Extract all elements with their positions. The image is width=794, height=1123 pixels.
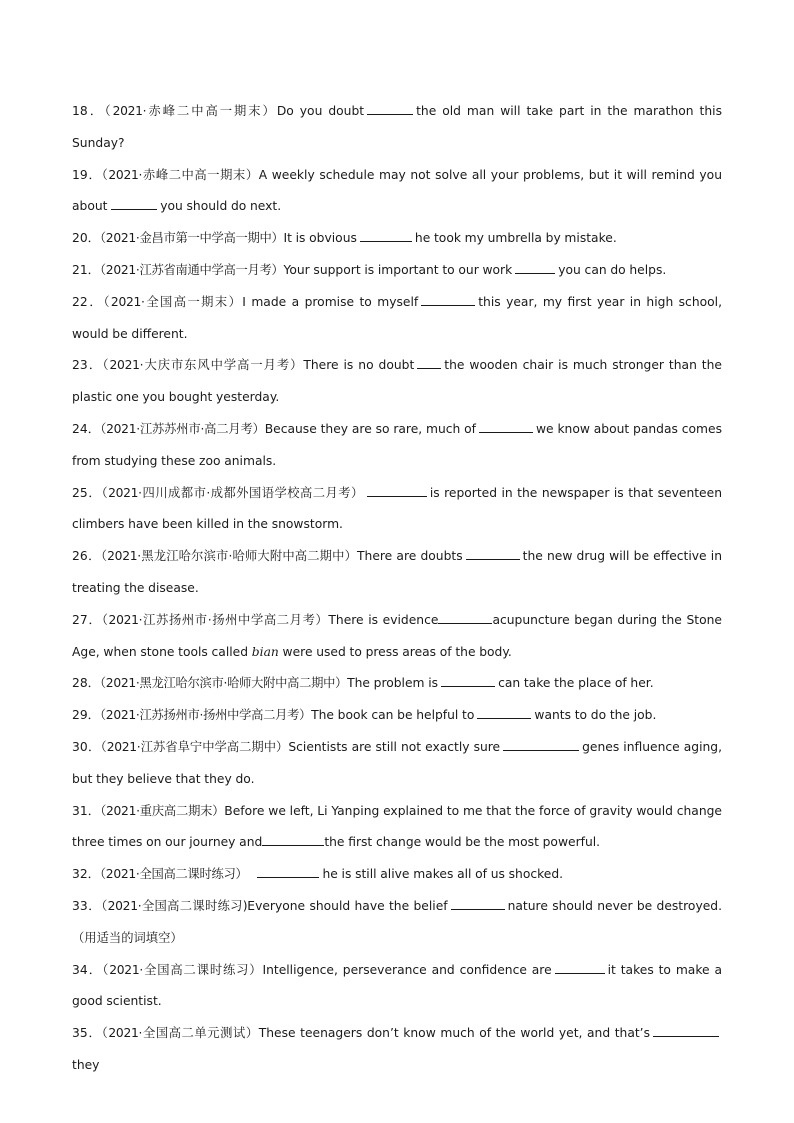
question-text: nature should never be destroyed.（用适当的词填空） [72, 898, 722, 945]
question-30 [72, 732, 722, 796]
question-number: 28． [72, 676, 100, 691]
answer-blank[interactable] [111, 198, 157, 210]
question-34 [72, 955, 722, 1019]
answer-blank[interactable] [360, 230, 412, 242]
question-number: 35． [72, 1026, 102, 1041]
question-text: These teenagers don’t know much of the world yet, and that’s [258, 1026, 650, 1041]
question-number: 20． [72, 231, 100, 246]
question-19 [72, 160, 722, 224]
answer-blank[interactable] [555, 962, 605, 974]
question-source: （2021·四川成都市·成都外国语学校高二月考） [101, 485, 364, 500]
question-text: I made a promise to myself [242, 294, 419, 309]
italic-term: bian [251, 644, 279, 659]
question-text: can take the place of her. [498, 676, 654, 691]
question-number: 31． [72, 803, 101, 818]
answer-blank[interactable] [438, 612, 492, 624]
question-text: it takes to make a good scientist. [72, 962, 722, 1009]
question-number: 30． [72, 739, 101, 754]
answer-blank[interactable] [262, 834, 324, 846]
question-text: he took my umbrella by mistake. [414, 231, 617, 246]
question-source: （2021·赤峰二中高一期末） [101, 167, 259, 182]
question-27 [72, 605, 722, 669]
question-list [72, 96, 722, 1082]
question-source: （2021·全国高一期末） [103, 294, 243, 309]
answer-blank[interactable] [477, 707, 531, 719]
question-33 [72, 891, 722, 955]
answer-blank[interactable] [653, 1025, 719, 1037]
answer-blank[interactable] [441, 675, 495, 687]
answer-blank[interactable] [257, 866, 319, 878]
question-text: he is still alive makes all of us shocked. [322, 867, 564, 882]
question-text: you can do helps. [558, 262, 667, 277]
question-number: 32． [72, 867, 100, 882]
answer-blank[interactable] [479, 421, 533, 433]
question-22 [72, 287, 722, 351]
question-number: 34． [72, 962, 103, 977]
question-source: （2021·江苏苏州市·高二月考） [100, 421, 265, 436]
question-25 [72, 478, 722, 542]
question-source: （2021·金昌市第一中学高一期中） [99, 231, 284, 246]
question-source: （2021·江苏省南通中学高一月考） [99, 262, 284, 277]
question-text: The book can be helpful to [311, 708, 475, 723]
question-number: 25． [72, 485, 102, 500]
question-32 [72, 859, 722, 891]
question-text: Before we left, Li Yanping explained to me that the force of gravity would change three times on our journey and [72, 803, 722, 850]
question-text: were used to press areas of the body. [282, 644, 512, 659]
question-source: （2021·重庆高二期末） [100, 803, 225, 818]
question-28 [72, 668, 722, 700]
question-text: the old man will take part in the marathon this Sunday? [72, 104, 722, 150]
answer-blank[interactable] [417, 357, 441, 369]
question-text: The problem is [347, 676, 439, 691]
question-number: 22． [72, 294, 104, 309]
question-26 [72, 541, 722, 605]
question-source: （2021·全国高二课时练习） [102, 962, 263, 977]
answer-blank[interactable] [367, 103, 413, 115]
question-21 [72, 255, 722, 287]
question-number: 29． [72, 708, 100, 723]
answer-blank[interactable] [367, 485, 427, 497]
question-text: you should do next. [160, 199, 282, 214]
question-text: genes influence aging, but they believe that they do. [72, 739, 722, 786]
question-text: the wooden chair is much stronger than the plastic one you bought yesterday. [72, 358, 722, 405]
question-text: Do you doubt [276, 104, 365, 118]
question-source: （2021·黑龙江哈尔滨市·哈师大附中高二期中） [99, 676, 348, 691]
answer-blank[interactable] [451, 898, 505, 910]
question-text: Because they are so rare, much of [264, 421, 476, 436]
question-text: There is no doubt [303, 358, 415, 373]
question-20 [72, 223, 722, 255]
question-text: There are doubts [357, 549, 463, 564]
question-text: is reported in the newspaper is that seventeen climbers have been killed in the snowstorm. [72, 485, 722, 532]
question-text: There is evidence [328, 612, 439, 627]
question-number: 27． [72, 612, 102, 627]
answer-blank[interactable] [503, 739, 579, 751]
question-text: the new drug will be effective in treating the disease. [72, 549, 722, 595]
question-23 [72, 350, 722, 414]
question-source: （2021·江苏扬州市·扬州中学高二月考） [99, 708, 312, 723]
question-35 [72, 1018, 722, 1082]
answer-blank[interactable] [421, 294, 475, 306]
question-source: （2021·全国高二课时练习） [99, 867, 248, 882]
question-number: 21． [72, 262, 100, 277]
question-text: acupuncture began during the Stone Age, when stone tools called [72, 612, 722, 659]
question-number: 23． [72, 358, 103, 373]
question-text: this year, my first year in high school, would be different. [72, 294, 722, 341]
question-text: they [72, 1057, 100, 1072]
question-number: 26． [72, 549, 101, 564]
question-text: It is obvious [283, 231, 357, 246]
question-18 [72, 96, 722, 160]
answer-blank[interactable] [515, 262, 555, 274]
question-text: A weekly schedule may not solve all your problems, but it will remind you about [72, 167, 722, 214]
question-24 [72, 414, 722, 478]
question-number: 19． [72, 167, 102, 182]
question-source: （2021·赤峰二中高一期末） [104, 104, 277, 118]
question-text: Everyone should have the belief [247, 898, 448, 913]
question-source: （2021·全国高二单元测试） [101, 1026, 259, 1041]
question-text: we know about pandas comes from studying these zoo animals. [72, 421, 722, 468]
question-text: wants to do the job. [534, 708, 657, 723]
question-number: 18． [72, 104, 105, 118]
question-text: Your support is important to our work [283, 262, 513, 277]
question-text: Intelligence, perseverance and confidence are [262, 962, 552, 977]
answer-blank[interactable] [466, 548, 520, 560]
question-31 [72, 796, 722, 860]
question-number: 24． [72, 421, 101, 436]
question-source: （2021·黑龙江哈尔滨市·哈师大附中高二期中） [100, 549, 358, 564]
question-source: （2021·大庆市东风中学高一月考） [102, 358, 304, 373]
question-text: the first change would be the most powerful. [324, 835, 601, 850]
question-number: 33． [72, 898, 102, 913]
question-source: （2021·江苏扬州市·扬州中学高二月考） [101, 612, 329, 627]
question-source: （2021·全国高二课时练习) [101, 898, 248, 913]
question-29 [72, 700, 722, 732]
question-source: （2021·江苏省阜宁中学高二期中） [100, 739, 289, 754]
question-text: Scientists are still not exactly sure [288, 739, 501, 754]
